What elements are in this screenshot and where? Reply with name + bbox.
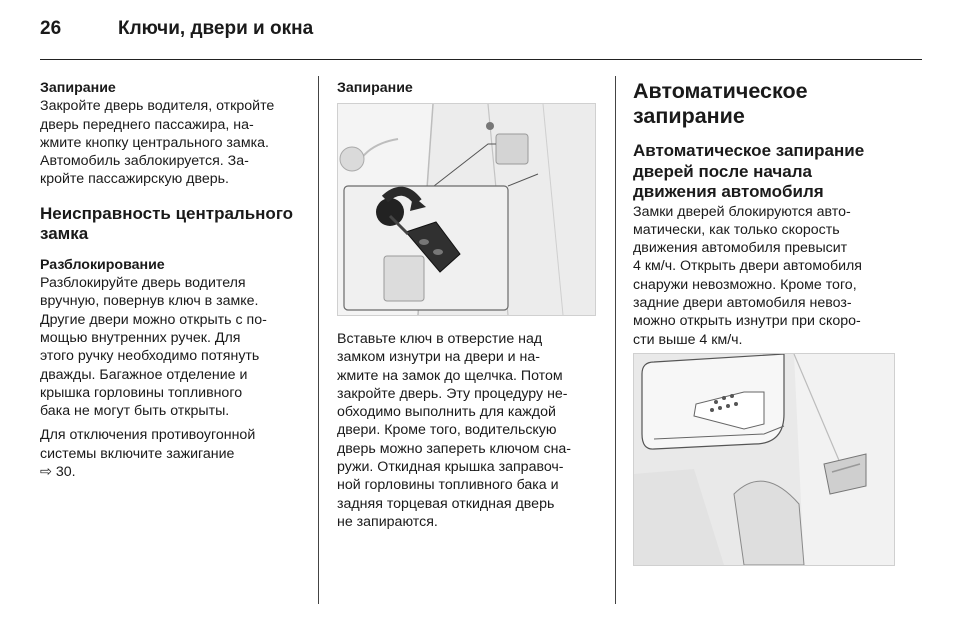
paragraph-auto-lock: Замки дверей блокируются авто- матически, как только скорость движения автомобиля превысит 4 км/ч. Открыть двери автомобиля снаружи невозможно. Кроме того, задние двери автомобиля невоз- можно открыть изнутри при скоро- сти выше 4 км/ч.: [633, 203, 862, 348]
column-divider-2: [615, 76, 616, 604]
door-interior-illustration: [633, 353, 895, 566]
heading-central-lock-fault: Неисправность центрального замка: [40, 203, 294, 244]
subheading-auto-lock-driving: Автоматическое запирание дверей после начала движения автомобиля: [633, 141, 865, 201]
door-lock-key-illustration: [337, 103, 596, 316]
heading-auto-lock: Автоматическое запирание: [633, 79, 808, 128]
column-divider-1: [318, 76, 319, 604]
heading-lock: Запирание: [40, 80, 116, 96]
column-2: [337, 79, 607, 97]
page-ref-number: 30.: [55, 464, 76, 481]
page-number: 26: [40, 18, 62, 39]
paragraph-key-lock: Вставьте ключ в отверстие над замком изнутри на двери и на- жмите на замок до щелчка. Потом закройте дверь. Эту процедуру не- обходимо выполнить для каждой двери. Кроме того, водительскую дверь можно запереть ключом сна- ружи. Откидная крышка заправоч- ной горловины топливного бака и задняя торцевая откидная дверь не запираются.: [337, 331, 572, 530]
door-interior-image: [634, 354, 894, 565]
paragraph-unlock: Разблокируйте дверь водителя вручную, повернув ключ в замке. Другие двери можно открыть с по- мощью внутренних ручек. Для этого ручку необходимо потянуть дважды. Багажное отделение и крышка горловины топливного бака не могут быть открыты.: [40, 275, 267, 420]
column-2-body: [337, 330, 607, 531]
heading-unlock: Разблокирование: [40, 256, 165, 273]
door-lock-key-image: [338, 104, 595, 315]
page-reference[interactable]: [40, 463, 308, 481]
paragraph-lock: Закройте дверь водителя, откройте дверь переднего пассажира, на- жмите кнопку центрального замка. Автомобиль заблокируется. За- кройте пассажирскую дверь.: [40, 98, 275, 188]
page-ref-arrow-icon: ⇨: [40, 464, 52, 481]
column-3: [633, 79, 923, 349]
heading-lock-key: Запирание: [337, 80, 413, 96]
paragraph-alarm: Для отключения противоугонной системы включите зажигание: [40, 427, 256, 462]
column-1: [40, 79, 308, 481]
chapter-title: Ключи, двери и окна: [118, 18, 314, 39]
header-rule: [40, 59, 922, 60]
